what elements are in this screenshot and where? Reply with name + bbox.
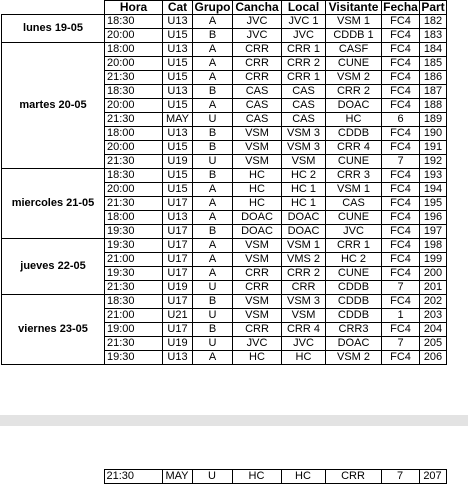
- cell-part: 184: [420, 43, 447, 57]
- cell-local: CAS: [282, 85, 326, 99]
- cell-cancha: CRR: [233, 281, 282, 295]
- cell-hora: 21:30: [105, 71, 163, 85]
- cell-fecha: FC4: [382, 267, 420, 281]
- cell-cancha: HC: [233, 183, 282, 197]
- header-row: [2, 1, 447, 15]
- cell-fecha: 6: [382, 113, 420, 127]
- cell-part: 190: [420, 127, 447, 141]
- cell-local: CRR 2: [282, 267, 326, 281]
- header-fecha: Fecha: [383, 0, 418, 14]
- cell-hora: 21:00: [105, 253, 163, 267]
- header-cat: Cat: [163, 1, 193, 15]
- cell-part: 182: [420, 15, 447, 29]
- cell-hora: 18:30: [105, 169, 163, 183]
- cell-visitante: CRR 1: [326, 239, 382, 253]
- cell-fecha: FC4: [382, 351, 420, 365]
- cell-grupo: U: [193, 155, 233, 169]
- cell-visitante: HC 2: [326, 253, 382, 267]
- cell-visitante: VSM 2: [326, 351, 382, 365]
- cell-cat: U17: [163, 267, 193, 281]
- cell-visitante: HC: [326, 113, 382, 127]
- cell-visitante: JVC: [326, 225, 382, 239]
- cell-cancha: HC: [232, 470, 281, 484]
- cell-local: HC: [281, 470, 325, 484]
- cell-fecha: FC4: [382, 225, 420, 239]
- header-grupo: Grupo: [194, 0, 231, 14]
- cell-part: 191: [420, 141, 447, 155]
- cell-hora: 20:00: [105, 57, 163, 71]
- cell-local: VSM: [282, 309, 326, 323]
- table-row: [1, 470, 446, 484]
- cell-cat: MAY: [162, 470, 192, 484]
- empty-day-cell: [1, 470, 104, 484]
- cell-cancha: HC: [233, 169, 282, 183]
- cell-visitante: CAS: [326, 197, 382, 211]
- cell-cat: U17: [163, 323, 193, 337]
- corner-cell: [2, 1, 105, 15]
- fixture-table: [1, 0, 447, 365]
- cell-part: 204: [420, 323, 447, 337]
- cell-part: 200: [420, 267, 447, 281]
- cell-fecha: 1: [382, 309, 420, 323]
- cell-grupo: U: [193, 113, 233, 127]
- cell-cancha: VSM: [233, 239, 282, 253]
- cell-visitante: CRR 3: [326, 169, 382, 183]
- table-row: [2, 169, 447, 183]
- cell-fecha: FC4: [382, 99, 420, 113]
- section-separator: [0, 415, 468, 426]
- cell-local: VMS 2: [282, 253, 326, 267]
- cell-part: 183: [420, 29, 447, 43]
- cell-hora: 21:30: [105, 155, 163, 169]
- cell-local: VSM 3: [282, 127, 326, 141]
- cell-grupo: B: [193, 127, 233, 141]
- cell-cat: U21: [163, 309, 193, 323]
- cell-grupo: B: [193, 85, 233, 99]
- cell-local: CRR: [282, 281, 326, 295]
- cell-cat: U19: [163, 337, 193, 351]
- cell-cancha: JVC: [233, 15, 282, 29]
- cell-local: DOAC: [282, 225, 326, 239]
- cell-visitante: VSM 1: [326, 183, 382, 197]
- cell-part: 206: [420, 351, 447, 365]
- header-visitante: Visitante: [326, 1, 382, 15]
- cell-fecha: FC4: [382, 169, 420, 183]
- cell-fecha: FC4: [382, 211, 420, 225]
- cell-local: JVC: [282, 29, 326, 43]
- table-row: [2, 239, 447, 253]
- day-label: lunes 19-05: [2, 15, 105, 43]
- cell-hora: 18:30: [105, 295, 163, 309]
- table-row: [2, 295, 447, 309]
- cell-cancha: DOAC: [233, 211, 282, 225]
- header-hora: Hora: [105, 1, 163, 15]
- cell-local: VSM 3: [282, 141, 326, 155]
- cell-part: 189: [420, 113, 447, 127]
- cell-cat: U17: [163, 253, 193, 267]
- cell-visitante: CUNE: [326, 211, 382, 225]
- cell-grupo: U: [193, 337, 233, 351]
- cell-grupo: A: [193, 183, 233, 197]
- cell-local: VSM 1: [282, 239, 326, 253]
- cell-cancha: HC: [233, 351, 282, 365]
- cell-grupo: A: [193, 15, 233, 29]
- cell-cat: U15: [163, 141, 193, 155]
- cell-grupo: A: [193, 267, 233, 281]
- cell-cat: U19: [163, 155, 193, 169]
- cell-visitante: CDDB: [326, 295, 382, 309]
- cell-cancha: CAS: [233, 99, 282, 113]
- cell-cat: U15: [163, 29, 193, 43]
- cell-visitante: CDDB: [326, 281, 382, 295]
- cell-cancha: VSM: [233, 155, 282, 169]
- cell-hora: 20:00: [105, 141, 163, 155]
- day-label: martes 20-05: [2, 43, 105, 169]
- cell-hora: 19:30: [105, 267, 163, 281]
- cell-hora: 18:30: [105, 15, 163, 29]
- cell-visitante: CUNE: [326, 155, 382, 169]
- cell-cancha: CRR: [233, 267, 282, 281]
- cell-visitante: CDDB: [326, 127, 382, 141]
- cell-grupo: B: [193, 295, 233, 309]
- cell-grupo: A: [193, 239, 233, 253]
- cell-visitante: CRR 4: [326, 141, 382, 155]
- cell-hora: 20:00: [105, 183, 163, 197]
- cell-local: VSM: [282, 155, 326, 169]
- cell-grupo: A: [193, 57, 233, 71]
- cell-visitante: CRR: [325, 470, 381, 484]
- cell-visitante: CRR3: [326, 323, 382, 337]
- cell-local: CAS: [282, 113, 326, 127]
- header-cancha: Cancha: [233, 1, 282, 15]
- cell-local: HC 1: [282, 183, 326, 197]
- cell-part: 194: [420, 183, 447, 197]
- cell-cat: MAY: [163, 113, 193, 127]
- cell-fecha: FC4: [382, 85, 420, 99]
- cell-part: 195: [420, 197, 447, 211]
- cell-part: 196: [420, 211, 447, 225]
- cell-local: CRR 4: [282, 323, 326, 337]
- cell-hora: 18:00: [105, 43, 163, 57]
- fixture-body: [2, 15, 447, 365]
- cell-part: 193: [420, 169, 447, 183]
- cell-part: 186: [420, 71, 447, 85]
- cell-visitante: VSM 2: [326, 71, 382, 85]
- cell-cancha: HC: [233, 197, 282, 211]
- cell-fecha: FC4: [382, 43, 420, 57]
- cell-cat: U13: [163, 127, 193, 141]
- cell-cat: U15: [163, 71, 193, 85]
- cell-fecha: 7: [382, 337, 420, 351]
- cell-local: JVC 1: [282, 15, 326, 29]
- cell-part: 185: [420, 57, 447, 71]
- cell-visitante: CDDB: [326, 309, 382, 323]
- day-label: miercoles 21-05: [2, 169, 105, 239]
- cell-cancha: CRR: [233, 71, 282, 85]
- cell-part: 201: [420, 281, 447, 295]
- cell-part: 192: [420, 155, 447, 169]
- cell-cancha: JVC: [233, 337, 282, 351]
- cell-cancha: VSM: [233, 309, 282, 323]
- extra-fixture-table: [1, 469, 447, 484]
- cell-hora: 20:00: [105, 29, 163, 43]
- cell-hora: 21:30: [105, 337, 163, 351]
- cell-hora: 19:30: [105, 351, 163, 365]
- cell-grupo: B: [193, 141, 233, 155]
- cell-fecha: 7: [382, 155, 420, 169]
- cell-cat: U15: [163, 183, 193, 197]
- cell-hora: 18:00: [105, 211, 163, 225]
- cell-hora: 21:30: [105, 197, 163, 211]
- cell-fecha: FC4: [382, 141, 420, 155]
- cell-local: CRR 1: [282, 71, 326, 85]
- cell-grupo: A: [193, 253, 233, 267]
- cell-cat: U17: [163, 225, 193, 239]
- cell-fecha: FC4: [382, 127, 420, 141]
- cell-fecha: FC4: [382, 29, 420, 43]
- cell-part: 197: [420, 225, 447, 239]
- cell-part: 188: [420, 99, 447, 113]
- cell-fecha: FC4: [382, 295, 420, 309]
- cell-grupo: B: [193, 323, 233, 337]
- cell-fecha: FC4: [382, 197, 420, 211]
- cell-cat: U13: [163, 15, 193, 29]
- table-row: [2, 43, 447, 57]
- cell-hora: 21:30: [105, 281, 163, 295]
- cell-visitante: VSM 1: [326, 15, 382, 29]
- cell-cat: U17: [163, 239, 193, 253]
- cell-cancha: VSM: [233, 295, 282, 309]
- cell-part: 199: [420, 253, 447, 267]
- cell-visitante: CRR 2: [326, 85, 382, 99]
- cell-local: CAS: [282, 99, 326, 113]
- cell-cat: U17: [163, 295, 193, 309]
- cell-fecha: FC4: [382, 71, 420, 85]
- cell-part: 187: [420, 85, 447, 99]
- cell-cat: U15: [163, 99, 193, 113]
- cell-cancha: VSM: [233, 253, 282, 267]
- cell-hora: 21:30: [104, 470, 162, 484]
- cell-cancha: JVC: [233, 29, 282, 43]
- cell-fecha: FC4: [382, 253, 420, 267]
- cell-fecha: FC4: [382, 323, 420, 337]
- cell-local: JVC: [282, 337, 326, 351]
- cell-hora: 21:30: [105, 113, 163, 127]
- cell-hora: 19:00: [105, 323, 163, 337]
- cell-cancha: CRR: [233, 43, 282, 57]
- cell-fecha: FC4: [382, 239, 420, 253]
- cell-grupo: A: [193, 71, 233, 85]
- cell-grupo: B: [193, 169, 233, 183]
- cell-cancha: VSM: [233, 127, 282, 141]
- cell-hora: 19:30: [105, 225, 163, 239]
- cell-hora: 18:30: [105, 85, 163, 99]
- cell-cancha: CRR: [233, 57, 282, 71]
- cell-local: CRR 2: [282, 57, 326, 71]
- cell-hora: 19:30: [105, 239, 163, 253]
- cell-fecha: FC4: [382, 15, 420, 29]
- cell-hora: 21:00: [105, 309, 163, 323]
- cell-cat: U17: [163, 197, 193, 211]
- cell-grupo: B: [193, 29, 233, 43]
- cell-local: HC 1: [282, 197, 326, 211]
- cell-fecha: 7: [382, 281, 420, 295]
- cell-visitante: CUNE: [326, 267, 382, 281]
- cell-visitante: CUNE: [326, 57, 382, 71]
- header-local: Local: [282, 1, 326, 15]
- cell-local: VSM 3: [282, 295, 326, 309]
- cell-cat: U13: [163, 43, 193, 57]
- cell-visitante: DOAC: [326, 99, 382, 113]
- cell-part: 202: [420, 295, 447, 309]
- cell-hora: 18:00: [105, 127, 163, 141]
- cell-cancha: VSM: [233, 141, 282, 155]
- cell-visitante: DOAC: [326, 337, 382, 351]
- cell-grupo: U: [192, 470, 232, 484]
- cell-cat: U13: [163, 351, 193, 365]
- cell-grupo: B: [193, 225, 233, 239]
- cell-cat: U13: [163, 85, 193, 99]
- cell-fecha: FC4: [382, 57, 420, 71]
- cell-local: DOAC: [282, 211, 326, 225]
- table-row: [2, 15, 447, 29]
- cell-cancha: CAS: [233, 85, 282, 99]
- cell-grupo: A: [193, 99, 233, 113]
- cell-grupo: U: [193, 309, 233, 323]
- cell-part: 207: [419, 470, 446, 484]
- cell-local: HC 2: [282, 169, 326, 183]
- cell-fecha: 7: [381, 470, 419, 484]
- cell-cancha: CAS: [233, 113, 282, 127]
- cell-cat: U15: [163, 169, 193, 183]
- cell-part: 203: [420, 309, 447, 323]
- day-label: viernes 23-05: [2, 295, 105, 365]
- day-label: jueves 22-05: [2, 239, 105, 295]
- cell-cancha: CRR: [233, 323, 282, 337]
- cell-grupo: A: [193, 43, 233, 57]
- cell-grupo: A: [193, 197, 233, 211]
- cell-grupo: A: [193, 351, 233, 365]
- cell-cat: U13: [163, 211, 193, 225]
- cell-visitante: CASF: [326, 43, 382, 57]
- cell-local: HC: [282, 351, 326, 365]
- cell-cat: U15: [163, 57, 193, 71]
- cell-cat: U19: [163, 281, 193, 295]
- cell-part: 205: [420, 337, 447, 351]
- cell-hora: 20:00: [105, 99, 163, 113]
- cell-local: CRR 1: [282, 43, 326, 57]
- header-part: Part: [421, 0, 445, 14]
- cell-visitante: CDDB 1: [326, 29, 382, 43]
- cell-grupo: U: [193, 281, 233, 295]
- cell-part: 198: [420, 239, 447, 253]
- cell-cancha: DOAC: [233, 225, 282, 239]
- cell-fecha: FC4: [382, 183, 420, 197]
- cell-grupo: A: [193, 211, 233, 225]
